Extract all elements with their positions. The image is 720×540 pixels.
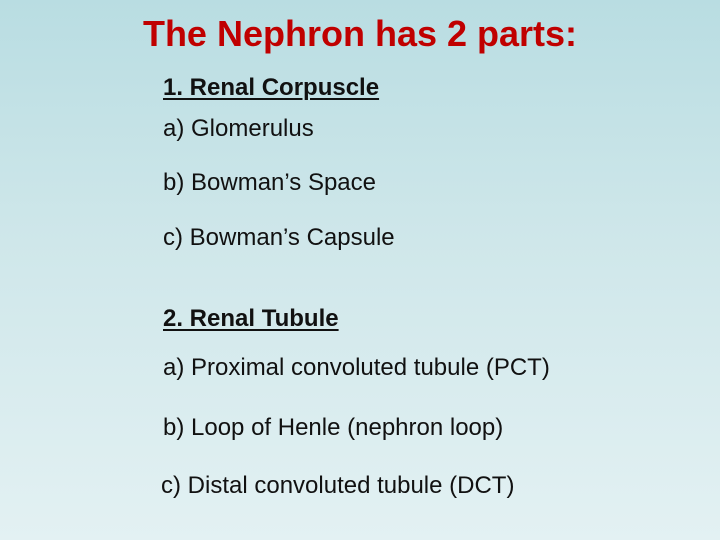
list-item-pct: a) Proximal convoluted tubule (PCT): [163, 354, 550, 381]
section-heading-renal-corpuscle: 1. Renal Corpuscle: [163, 74, 380, 101]
section-heading-renal-tubule: 2. Renal Tubule: [163, 305, 339, 332]
list-item-bowmans-capsule: c) Bowman’s Capsule: [163, 224, 395, 251]
list-item-loop-of-henle: b) Loop of Henle (nephron loop): [163, 414, 504, 441]
list-item-glomerulus: a) Glomerulus: [163, 115, 314, 142]
slide-title: The Nephron has 2 parts:: [142, 13, 578, 54]
list-item-bowmans-space: b) Bowman’s Space: [163, 169, 376, 196]
list-item-dct: c) Distal convoluted tubule (DCT): [161, 472, 515, 499]
